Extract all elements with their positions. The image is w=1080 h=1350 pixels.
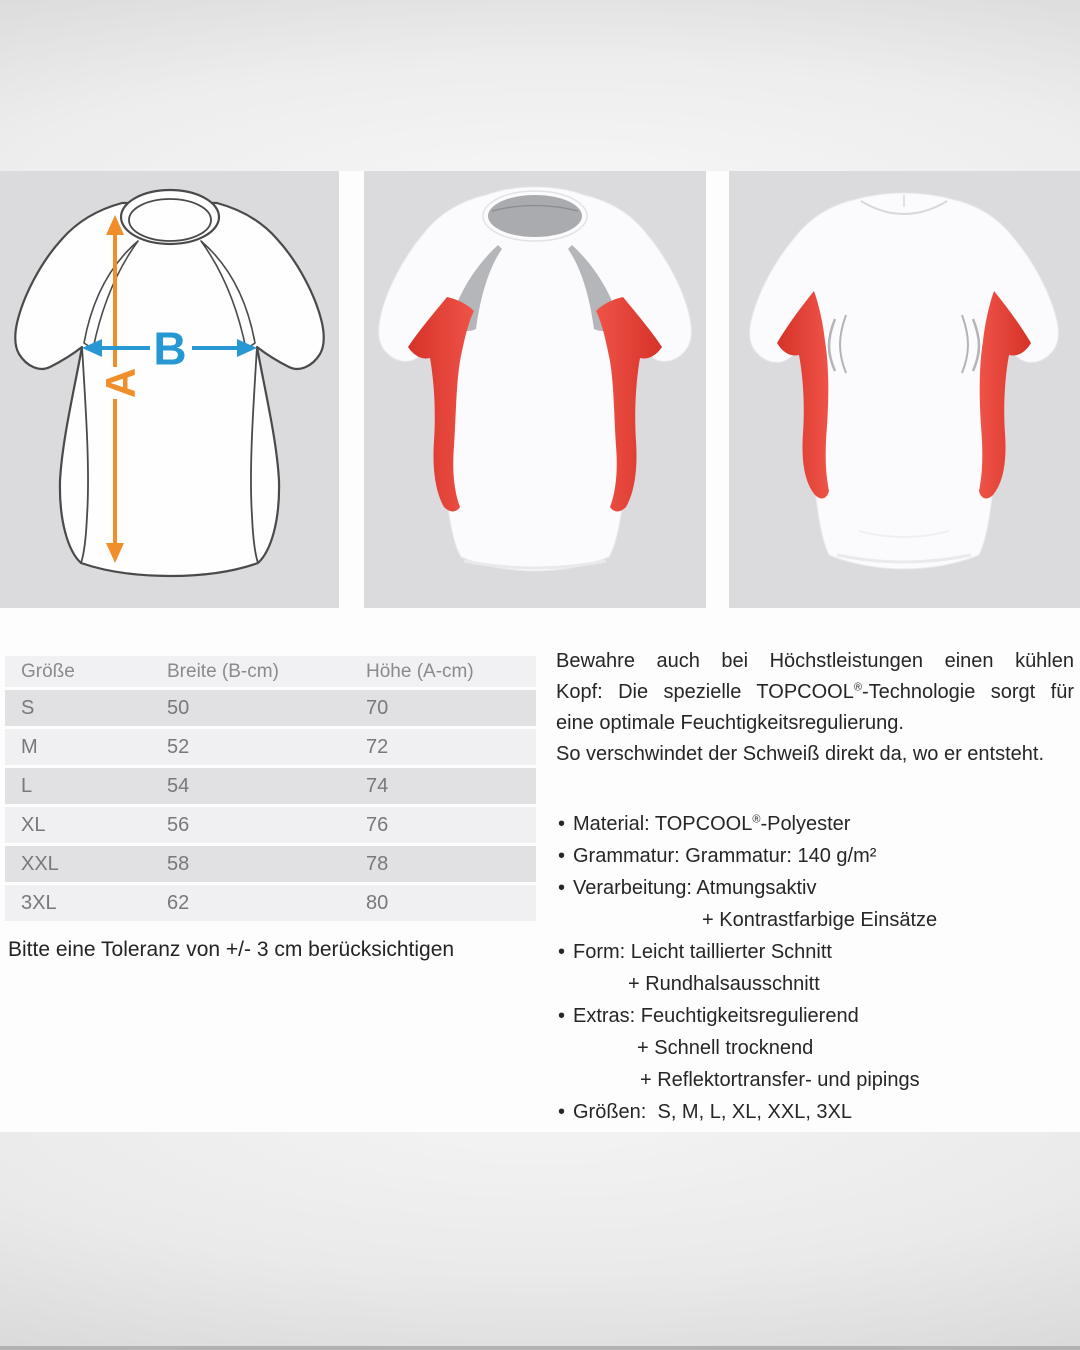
- table-cell: M: [21, 735, 38, 758]
- bullet-text: Material: TOPCOOL®-Polyester: [573, 813, 851, 835]
- back-body: [750, 193, 1059, 569]
- bullet-item: [556, 936, 1074, 968]
- front-body: [379, 187, 692, 571]
- size-table-header: [5, 656, 536, 687]
- table-cell: 3XL: [21, 891, 57, 914]
- table-cell: 70: [366, 696, 389, 719]
- bullet-item: [556, 872, 1074, 904]
- table-row: [5, 885, 536, 921]
- size-diagram-panel: [0, 171, 339, 608]
- bullet-text: Form: Leicht taillierter Schnitt: [573, 941, 832, 963]
- table-row: [5, 768, 536, 804]
- size-table: [5, 656, 536, 924]
- intro-line: eine optimale Feuchtigkeitsregulierung.: [556, 712, 904, 734]
- bullet-dot: •: [558, 941, 566, 963]
- tshirt-back-graphic: [729, 171, 1080, 608]
- tshirt-front-graphic: [364, 171, 706, 608]
- bullet-item: [556, 1000, 1074, 1032]
- feature-bullet-list: [556, 808, 1074, 1128]
- bullet-dot: •: [558, 877, 566, 899]
- bullet-text: Grammatur: Grammatur: 140 g/m²: [573, 845, 877, 867]
- table-row: [5, 807, 536, 843]
- table-cell: 54: [167, 774, 190, 797]
- table-cell: 58: [167, 852, 190, 875]
- table-row: [5, 690, 536, 726]
- table-cell: 50: [167, 696, 190, 719]
- bullet-subline: + Schnell trocknend: [637, 1037, 814, 1059]
- label-a: A: [97, 367, 145, 399]
- bullet-subline: + Kontrastfarbige Einsätze: [702, 909, 938, 931]
- table-cell: 78: [366, 852, 389, 875]
- tshirt-front-image: [364, 171, 706, 608]
- table-cell: 56: [167, 813, 190, 836]
- bullet-item: [556, 840, 1074, 872]
- table-row: [5, 846, 536, 882]
- description-intro-line2: So verschwindet der Schweiß direkt da, wo er entsteht.: [556, 743, 1045, 765]
- tshirt-back-image: [729, 171, 1080, 608]
- front-collar-opening: [488, 195, 582, 237]
- bottom-gradient-band: [0, 1132, 1080, 1350]
- description-intro: [556, 646, 1074, 739]
- column-header: Höhe (A-cm): [366, 660, 474, 682]
- product-description: [556, 646, 1074, 1128]
- bullet-item: [556, 808, 1074, 840]
- bullet-text: Größen: S, M, L, XL, XXL, 3XL: [573, 1101, 853, 1123]
- bullet-subline: + Rundhalsausschnitt: [628, 973, 820, 995]
- table-cell: 62: [167, 891, 190, 914]
- bullet-text: Verarbeitung: Atmungsaktiv: [573, 877, 817, 899]
- column-header: Breite (B-cm): [167, 660, 279, 682]
- label-b: B: [153, 322, 187, 375]
- intro-line: Kopf: Die spezielle TOPCOOL®-Technologie sorgt für: [556, 681, 1074, 703]
- product-images-row: [0, 171, 1080, 608]
- tshirt-outline: [15, 203, 323, 576]
- intro-line: Bewahre auch bei Höchstleistungen einen kühlen: [556, 650, 1074, 672]
- column-header: Größe: [21, 660, 75, 682]
- table-cell: 80: [366, 891, 389, 914]
- bullet-text: Extras: Feuchtigkeitsregulierend: [573, 1005, 859, 1027]
- bullet-subline: + Reflektortransfer- und pipings: [640, 1069, 920, 1091]
- table-cell: 72: [366, 735, 389, 758]
- bullet-dot: •: [558, 1101, 566, 1123]
- table-row: [5, 729, 536, 765]
- table-cell: L: [21, 774, 33, 797]
- table-cell: S: [21, 696, 35, 719]
- tolerance-note: Bitte eine Toleranz von +/- 3 cm berücksichtigen: [8, 938, 455, 961]
- table-cell: 52: [167, 735, 190, 758]
- bullet-item: [556, 1096, 1074, 1128]
- top-gradient-band: [0, 0, 1080, 171]
- size-table-rows: [5, 690, 536, 921]
- table-cell: 74: [366, 774, 389, 797]
- table-cell: XL: [21, 813, 46, 836]
- bullet-dot: •: [558, 845, 566, 867]
- bullet-dot: •: [558, 813, 566, 835]
- bullet-dot: •: [558, 1005, 566, 1027]
- table-cell: 76: [366, 813, 389, 836]
- tshirt-measurement-diagram: [0, 171, 339, 608]
- table-cell: XXL: [21, 852, 59, 875]
